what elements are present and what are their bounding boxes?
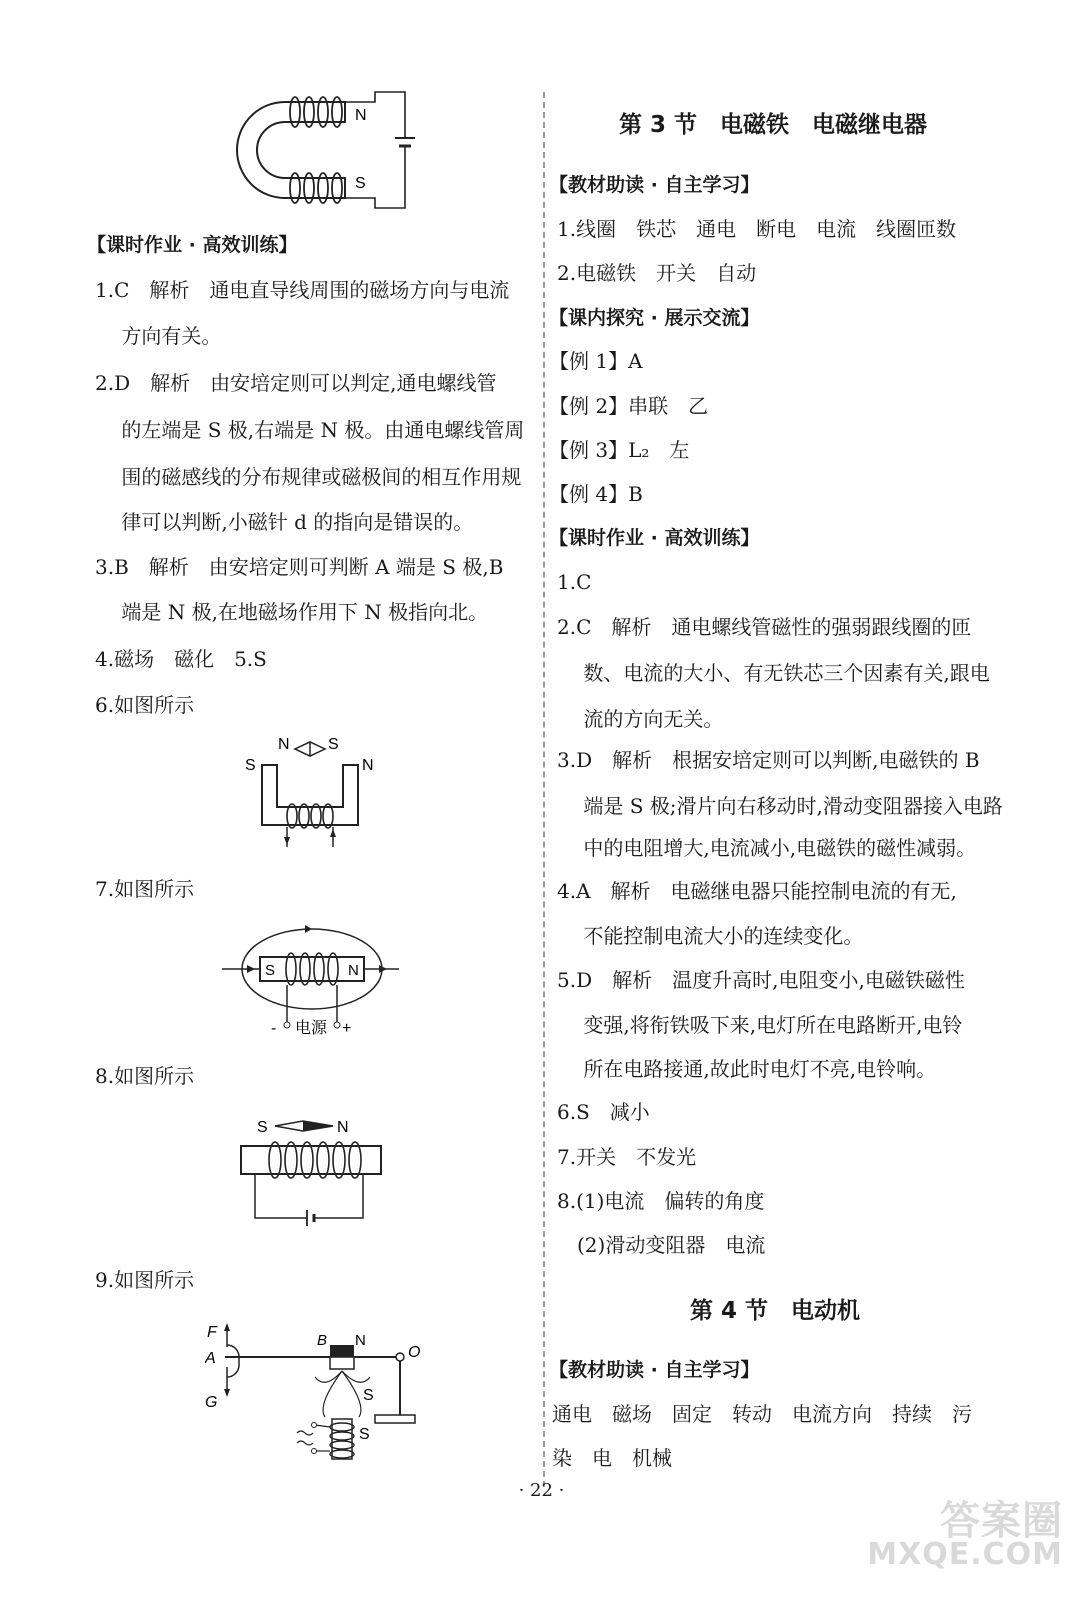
answer-line: 端是 S 极;滑片向右移动时,滑动变阻器接入电路	[557, 794, 1003, 818]
figure-9-lever-electromagnet	[205, 1315, 425, 1465]
fig9-f-label: F	[207, 1324, 217, 1341]
section-title-4: 第 4 节 电动机	[690, 1298, 861, 1324]
answer-line: 5.D 解析 温度升高时,电阻变小,电磁铁磁性	[557, 968, 965, 992]
answer-line: 不能控制电流大小的连续变化。	[557, 924, 864, 948]
answer-line: 围的磁感线的分布规律或磁极间的相互作用规	[95, 465, 522, 489]
answer-line: 6.S 减小	[557, 1100, 650, 1124]
answer-line: 4.磁场 磁化 5.S	[95, 647, 267, 671]
answer-line: 中的电阻增大,电流减小,电磁铁的磁性减弱。	[557, 836, 977, 860]
answer-line: 8.如图所示	[95, 1064, 195, 1088]
page-number: · 22 ·	[518, 1480, 565, 1501]
fig9-s2-label: S	[359, 1426, 370, 1443]
fig7-minus: -	[271, 1020, 277, 1037]
answer-line: 7.如图所示	[95, 877, 195, 901]
watermark	[867, 1498, 1063, 1572]
answer-line: 3.B 解析 由安培定则可判断 A 端是 S 极,B	[95, 555, 504, 579]
answer-line: 2.C 解析 通电螺线管磁性的强弱跟线圈的匝	[557, 615, 972, 639]
fig7-source-label: 电源	[295, 1020, 328, 1037]
answer-line: 通电 磁场 固定 转动 电流方向 持续 污	[552, 1402, 972, 1426]
fig9-o-label: O	[408, 1344, 421, 1361]
fig-top-s-label: S	[355, 175, 366, 192]
answer-line: 4.A 解析 电磁继电器只能控制电流的有无,	[557, 879, 957, 903]
answer-line: 所在电路接通,故此时电灯不亮,电铃响。	[557, 1057, 937, 1081]
answer-line: 1.C 解析 通电直导线周围的磁场方向与电流	[95, 278, 510, 302]
fig7-s-label: S	[265, 962, 276, 979]
answer-line: 变强,将衔铁吸下来,电灯所在电路断开,电铃	[557, 1013, 963, 1037]
answer-line: 端是 N 极,在地磁场作用下 N 极指向北。	[95, 600, 489, 624]
fig8-s-label: S	[257, 1119, 268, 1136]
answer-line: 6.如图所示	[95, 693, 195, 717]
answer-line: 1.C	[557, 570, 592, 594]
answer-line: 律可以判断,小磁针 d 的指向是错误的。	[95, 510, 474, 534]
watermark-url: MXQE.COM	[867, 1537, 1063, 1572]
example-line: 【例 1】A	[549, 349, 643, 373]
fig7-plus: +	[342, 1020, 352, 1037]
fig9-a-label: A	[205, 1350, 216, 1367]
fig6-s-left: S	[245, 757, 256, 774]
section-head-reading: 【教材助读 · 自主学习】	[549, 174, 760, 196]
answer-line: 9.如图所示	[95, 1268, 195, 1292]
fig9-s1-label: S	[363, 1387, 374, 1404]
fig6-s-top: S	[328, 736, 339, 753]
example-line: 【例 3】L₂ 左	[549, 438, 690, 462]
section-head-homework: 【课时作业 · 高效训练】	[87, 234, 298, 256]
answer-line: 的左端是 S 极,右端是 N 极。由通电螺线管周	[95, 418, 525, 442]
answer-line: 数、电流的大小、有无铁芯三个因素有关,跟电	[557, 661, 990, 685]
fig9-b-label: B	[317, 1332, 328, 1349]
section-head-reading-2: 【教材助读 · 自主学习】	[549, 1359, 760, 1381]
answer-line: 流的方向无关。	[557, 707, 724, 731]
example-line: 【例 4】B	[549, 482, 643, 506]
answer-line: 1.线圈 铁芯 通电 断电 电流 线圈匝数	[557, 217, 957, 241]
answer-line: (2)滑动变阻器 电流	[557, 1233, 766, 1257]
figure-8-solenoid-compass	[235, 1110, 395, 1230]
section-head-inquiry: 【课内探究 · 展示交流】	[549, 307, 760, 329]
fig-top-n-label: N	[355, 107, 367, 124]
watermark-chars: 答案圈	[940, 1498, 1063, 1544]
figure-6-u-magnet	[240, 735, 390, 865]
answer-line: 方向有关。	[95, 324, 222, 348]
answer-line: 2.D 解析 由安培定则可以判定,通电螺线管	[95, 371, 497, 395]
figure-7-solenoid-field	[217, 915, 407, 1040]
fig7-n-label: N	[348, 962, 359, 979]
example-line: 【例 2】串联 乙	[549, 394, 709, 418]
answer-line: 3.D 解析 根据安培定则可以判断,电磁铁的 B	[557, 748, 980, 772]
fig9-g-label: G	[205, 1394, 218, 1411]
fig8-n-label: N	[337, 1119, 349, 1136]
figure-horseshoe-electromagnet	[225, 80, 425, 220]
fig9-n-label: N	[355, 1332, 366, 1349]
answer-line: 染 电 机械	[552, 1446, 672, 1470]
section-head-homework-2: 【课时作业 · 高效训练】	[549, 527, 760, 549]
answer-line: 2.电磁铁 开关 自动	[557, 261, 757, 285]
answer-line: 8.(1)电流 偏转的角度	[557, 1189, 765, 1213]
fig6-n-top: N	[278, 736, 290, 753]
fig6-n-right: N	[362, 757, 374, 774]
answer-line: 7.开关 不发光	[557, 1145, 697, 1169]
section-title-3: 第 3 节 电磁铁 电磁继电器	[619, 112, 928, 138]
column-divider	[543, 92, 545, 1487]
